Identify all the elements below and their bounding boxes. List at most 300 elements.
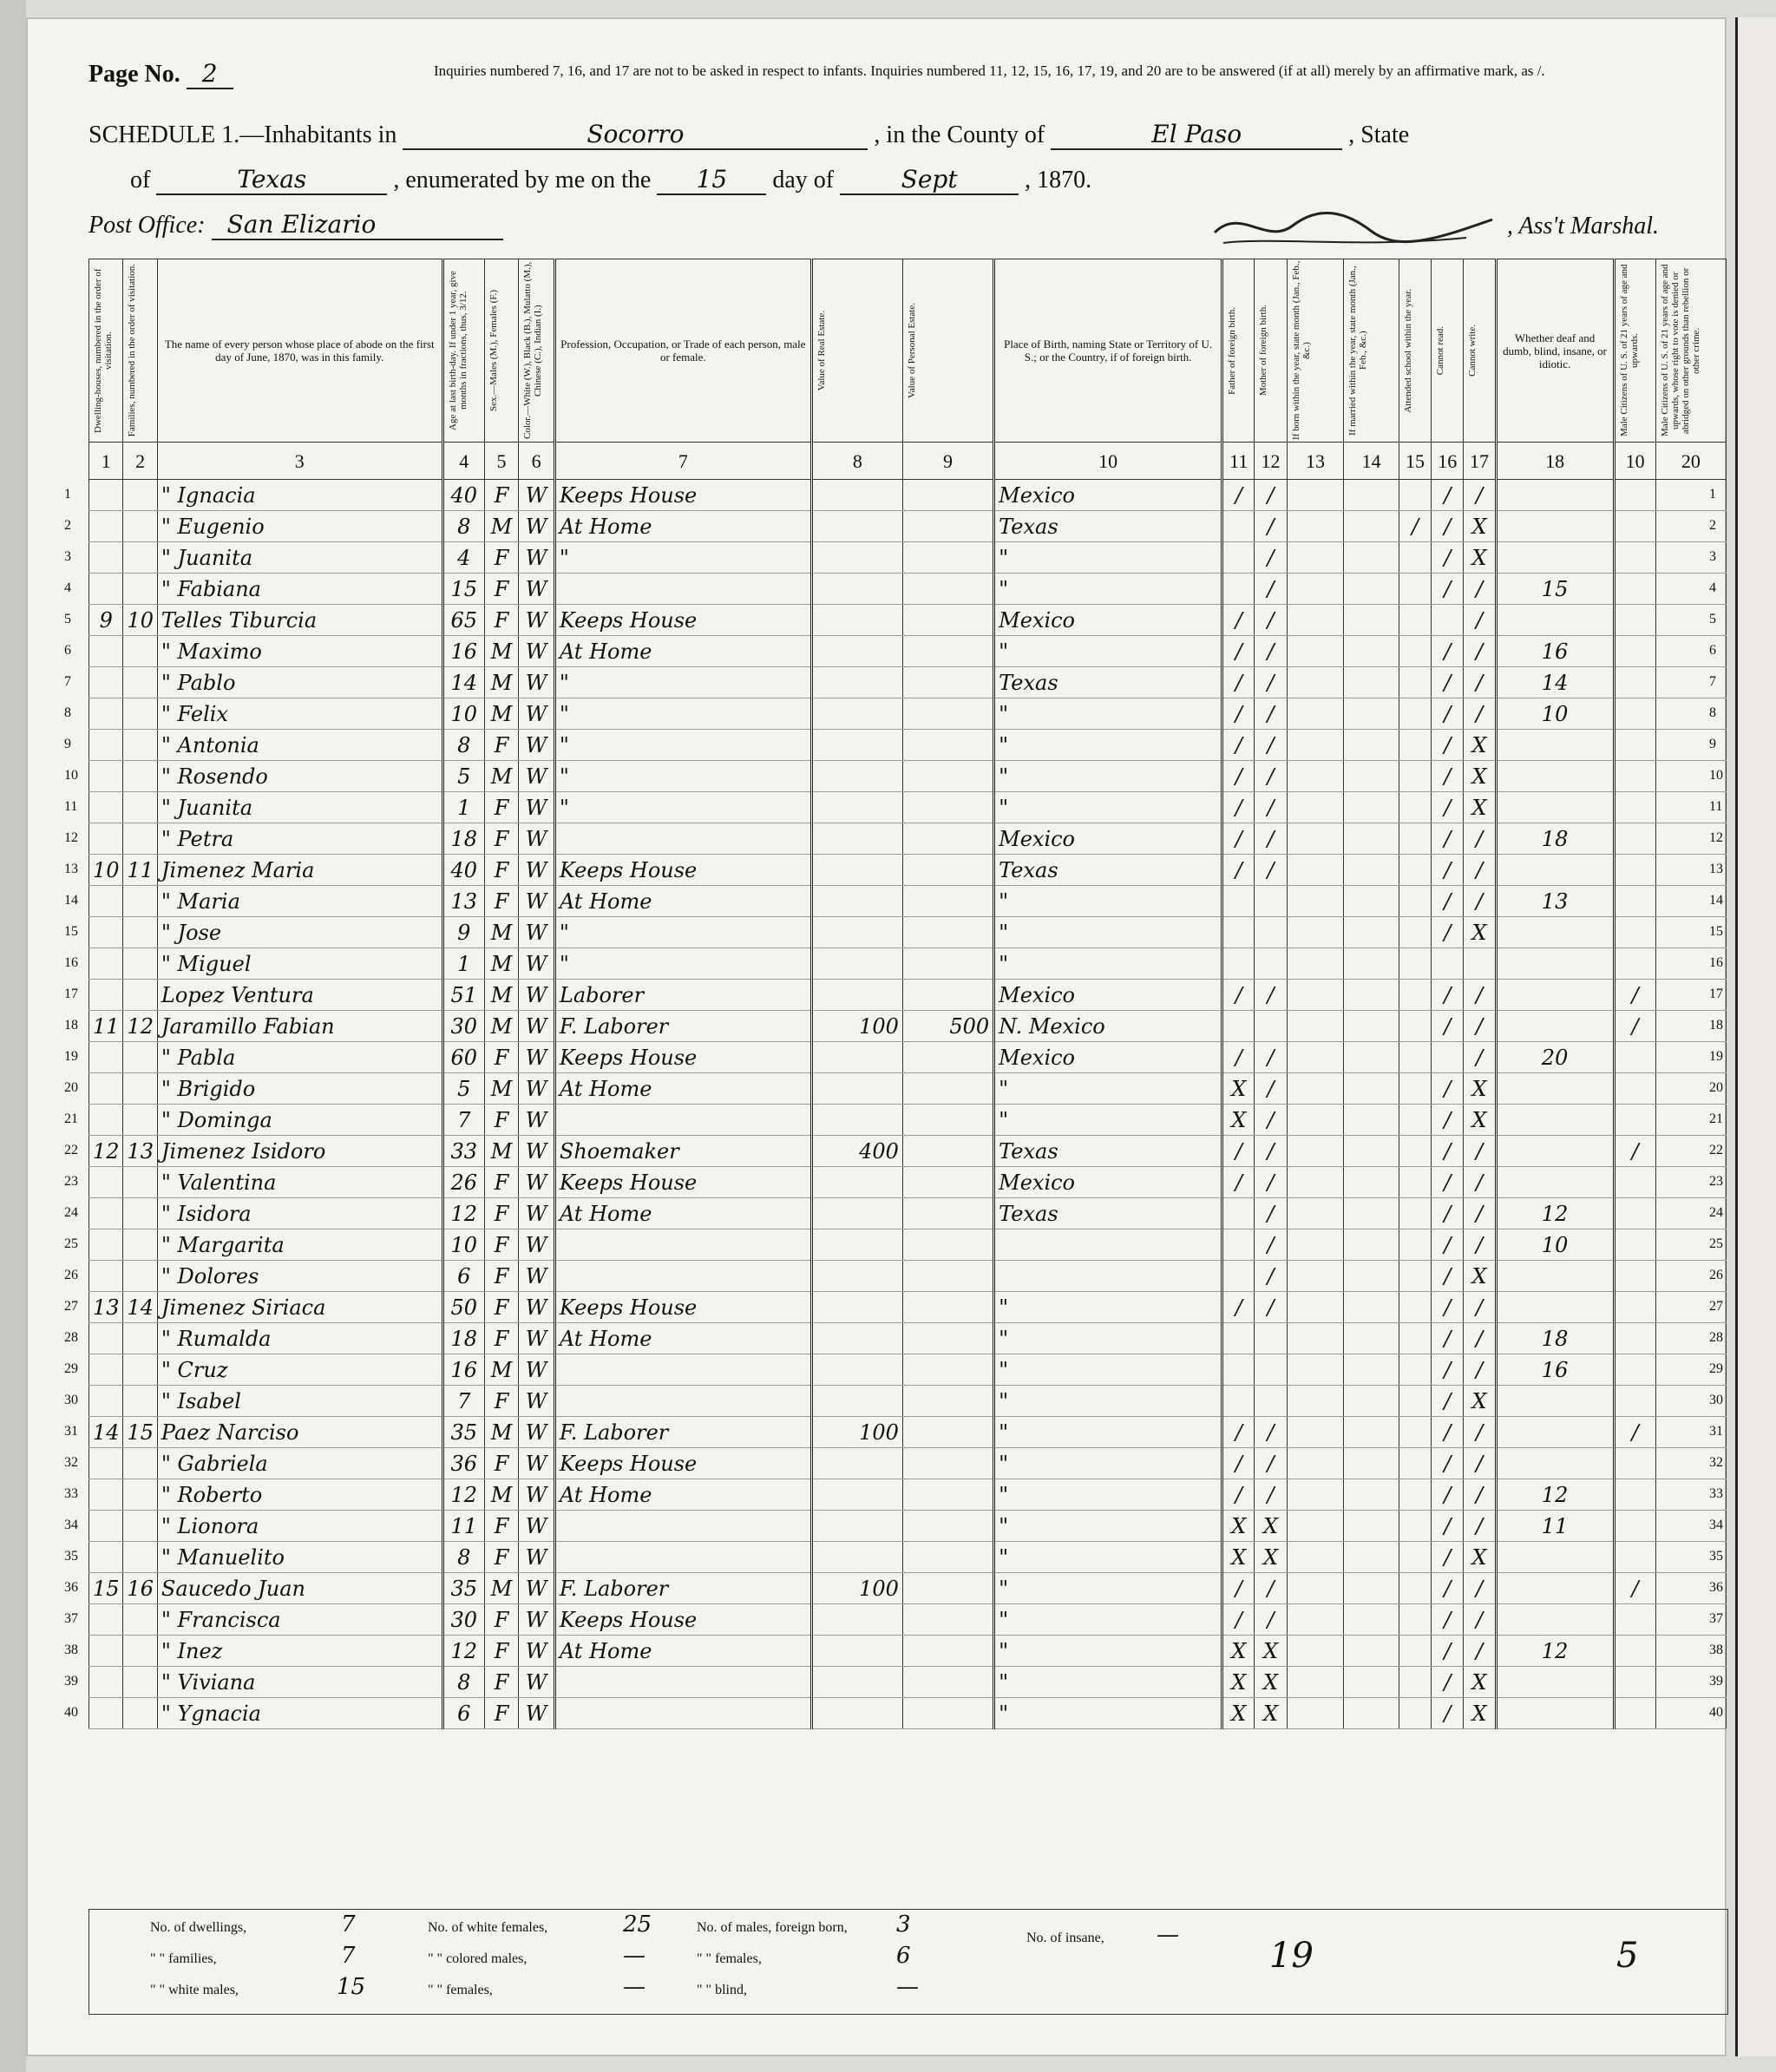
line-number: 23 — [64, 1173, 78, 1189]
cannot-read-cell: / — [1432, 1167, 1464, 1198]
disability-note-cell: 16 — [1496, 636, 1614, 667]
attended-school-cell — [1399, 1698, 1431, 1729]
enumeration-year: , 1870. — [1025, 167, 1092, 193]
sex-cell: F — [484, 1448, 518, 1479]
citizen-21-cell — [1614, 1073, 1655, 1105]
dwelling-number-cell — [89, 511, 123, 542]
personal-estate-value-cell: 500 — [902, 1011, 993, 1042]
father-foreign-cell: / — [1222, 636, 1255, 667]
family-number-cell — [123, 1229, 157, 1261]
col-10-header: Place of Birth, naming State or Territory of U. S.; or the Country, if of foreign birth. — [994, 259, 1222, 443]
mother-foreign-cell: X — [1255, 1667, 1287, 1698]
married-in-year-cell — [1344, 948, 1399, 980]
birthplace-cell: " — [994, 574, 1222, 605]
person-name-cell: " Isabel — [157, 1386, 442, 1417]
dwelling-number-cell — [89, 1105, 123, 1136]
born-in-year-cell — [1287, 792, 1344, 823]
attended-school-cell — [1399, 480, 1431, 511]
line-number: 11 — [1709, 798, 1723, 814]
line-number: 6 — [64, 642, 71, 658]
father-foreign-cell: / — [1222, 855, 1255, 886]
age-cell: 9 — [442, 917, 484, 948]
age-cell: 26 — [442, 1167, 484, 1198]
person-name-cell: " Jose — [157, 917, 442, 948]
father-foreign-cell: / — [1222, 1417, 1255, 1448]
personal-estate-value-cell — [902, 542, 993, 574]
attended-school-cell: / — [1399, 511, 1431, 542]
attended-school-cell — [1399, 1198, 1431, 1229]
citizen-21-cell — [1614, 480, 1655, 511]
occupation-cell: Keeps House — [554, 1604, 811, 1636]
col-1-header: Dwelling-houses, numbered in the order of visitation. — [89, 259, 123, 443]
disability-note-cell: 16 — [1496, 1354, 1614, 1386]
dwellings-label: No. of dwellings, — [150, 1920, 247, 1935]
age-cell: 65 — [442, 605, 484, 636]
line-number: 38 — [1709, 1642, 1723, 1657]
line-number: 21 — [64, 1111, 78, 1126]
citizen-21-cell — [1614, 605, 1655, 636]
age-cell: 35 — [442, 1417, 484, 1448]
real-estate-value-cell: 100 — [811, 1417, 902, 1448]
birthplace-cell: " — [994, 761, 1222, 792]
cannot-write-cell: / — [1464, 1604, 1496, 1636]
citizen-21-cell — [1614, 1105, 1655, 1136]
married-in-year-cell — [1344, 480, 1399, 511]
color-cell: W — [519, 1667, 555, 1698]
personal-estate-value-cell — [902, 698, 993, 730]
cannot-write-cell: / — [1464, 605, 1496, 636]
person-name-cell: " Brigido — [157, 1073, 442, 1105]
occupation-cell: Keeps House — [554, 855, 811, 886]
table-row — [89, 1292, 1727, 1323]
cannot-read-cell: / — [1432, 855, 1464, 886]
age-cell: 12 — [442, 1479, 484, 1511]
personal-estate-value-cell — [902, 917, 993, 948]
attended-school-cell — [1399, 1261, 1431, 1292]
father-foreign-cell: X — [1222, 1105, 1255, 1136]
col-number: 4 — [442, 443, 484, 480]
col-5-header: Sex.—Males (M.), Females (F.) — [484, 259, 518, 443]
cannot-read-cell: / — [1432, 761, 1464, 792]
table-row — [89, 1011, 1727, 1042]
dwelling-number-cell — [89, 1636, 123, 1667]
attended-school-cell — [1399, 730, 1431, 761]
table-row — [89, 1417, 1727, 1448]
cannot-read-cell: / — [1432, 1698, 1464, 1729]
sex-cell: M — [484, 1417, 518, 1448]
sex-cell: F — [484, 1261, 518, 1292]
birthplace-cell: " — [994, 1698, 1222, 1729]
dwelling-number-cell — [89, 1511, 123, 1542]
attended-school-cell — [1399, 1011, 1431, 1042]
line-number: 1 — [64, 486, 71, 502]
cannot-write-cell: X — [1464, 917, 1496, 948]
birthplace-cell: Mexico — [994, 605, 1222, 636]
white-males-label: " " white males, — [150, 1983, 239, 1997]
sex-cell: F — [484, 1229, 518, 1261]
line-number: 37 — [1709, 1610, 1723, 1626]
color-cell: W — [519, 1167, 555, 1198]
line-number: 28 — [64, 1329, 78, 1345]
real-estate-value-cell — [811, 542, 902, 574]
personal-estate-value-cell — [902, 823, 993, 855]
disability-note-cell — [1496, 1136, 1614, 1167]
disability-note-cell — [1496, 1698, 1614, 1729]
mother-foreign-cell: / — [1255, 574, 1287, 605]
disability-note-cell — [1496, 1261, 1614, 1292]
line-number: 27 — [1709, 1298, 1723, 1314]
married-in-year-cell — [1344, 1604, 1399, 1636]
father-foreign-cell: X — [1222, 1698, 1255, 1729]
birthplace-cell: Mexico — [994, 823, 1222, 855]
col-number: 14 — [1344, 443, 1399, 480]
color-cell: W — [519, 1479, 555, 1511]
disability-note-cell — [1496, 1105, 1614, 1136]
occupation-cell — [554, 1354, 811, 1386]
cannot-write-cell: / — [1464, 886, 1496, 917]
mother-foreign-cell: / — [1255, 698, 1287, 730]
line-number: 10 — [64, 767, 78, 783]
mother-foreign-cell — [1255, 1386, 1287, 1417]
col-number: 10 — [994, 443, 1222, 480]
citizen-21-cell — [1614, 1667, 1655, 1698]
line-number: 39 — [64, 1673, 78, 1688]
color-cell: W — [519, 574, 555, 605]
real-estate-value-cell — [811, 667, 902, 698]
table-row — [89, 698, 1727, 730]
birthplace-cell: " — [994, 1354, 1222, 1386]
line-number: 19 — [1709, 1048, 1723, 1064]
occupation-cell: " — [554, 761, 811, 792]
real-estate-value-cell — [811, 1542, 902, 1573]
table-row — [89, 980, 1727, 1011]
cannot-write-cell: / — [1464, 1042, 1496, 1073]
personal-estate-value-cell — [902, 761, 993, 792]
color-cell: W — [519, 1073, 555, 1105]
col-number: 11 — [1222, 443, 1255, 480]
cannot-read-cell: / — [1432, 574, 1464, 605]
color-cell: W — [519, 1542, 555, 1573]
col-number: 10 — [1614, 443, 1655, 480]
married-in-year-cell — [1344, 823, 1399, 855]
table-row — [89, 1354, 1727, 1386]
line-number: 7 — [1709, 673, 1716, 689]
disability-note-cell — [1496, 917, 1614, 948]
line-number: 24 — [64, 1204, 78, 1220]
mother-foreign-cell: / — [1255, 1042, 1287, 1073]
disability-note-cell — [1496, 855, 1614, 886]
col-13-header: If born within the year, state month (Jan., Feb., &c.) — [1287, 259, 1344, 443]
family-number-cell: 14 — [123, 1292, 157, 1323]
age-cell: 16 — [442, 636, 484, 667]
column-number-row — [89, 443, 1727, 480]
table-row — [89, 1323, 1727, 1354]
real-estate-value-cell: 100 — [811, 1573, 902, 1604]
age-cell: 8 — [442, 511, 484, 542]
dwelling-number-cell: 14 — [89, 1417, 123, 1448]
table-row — [89, 636, 1727, 667]
line-number: 25 — [64, 1236, 78, 1251]
col-16-header: Cannot read. — [1432, 259, 1464, 443]
table-row — [89, 1198, 1727, 1229]
table-row — [89, 1636, 1727, 1667]
born-in-year-cell — [1287, 667, 1344, 698]
line-number: 8 — [1709, 705, 1716, 720]
sex-cell: M — [484, 698, 518, 730]
personal-estate-value-cell — [902, 480, 993, 511]
born-in-year-cell — [1287, 1198, 1344, 1229]
dwelling-number-cell — [89, 1229, 123, 1261]
born-in-year-cell — [1287, 1073, 1344, 1105]
attended-school-cell — [1399, 1136, 1431, 1167]
birthplace-cell: " — [994, 917, 1222, 948]
personal-estate-value-cell — [902, 636, 993, 667]
color-cell: W — [519, 823, 555, 855]
occupation-cell: F. Laborer — [554, 1417, 811, 1448]
born-in-year-cell — [1287, 730, 1344, 761]
person-name-cell: " Antonia — [157, 730, 442, 761]
born-in-year-cell — [1287, 1667, 1344, 1698]
dwelling-number-cell — [89, 636, 123, 667]
cannot-write-cell: / — [1464, 1292, 1496, 1323]
table-row — [89, 511, 1727, 542]
table-row — [89, 1229, 1727, 1261]
disability-note-cell: 15 — [1496, 574, 1614, 605]
table-row — [89, 605, 1727, 636]
cannot-read-cell — [1432, 1042, 1464, 1073]
attended-school-cell — [1399, 1573, 1431, 1604]
personal-estate-value-cell — [902, 730, 993, 761]
married-in-year-cell — [1344, 605, 1399, 636]
cannot-read-cell: / — [1432, 1417, 1464, 1448]
cannot-read-cell: / — [1432, 980, 1464, 1011]
birthplace-cell: " — [994, 1417, 1222, 1448]
disability-note-cell — [1496, 1448, 1614, 1479]
born-in-year-cell — [1287, 1636, 1344, 1667]
cannot-read-cell: / — [1432, 1511, 1464, 1542]
real-estate-value-cell — [811, 1105, 902, 1136]
disability-note-cell — [1496, 980, 1614, 1011]
disability-note-cell — [1496, 1167, 1614, 1198]
dwelling-number-cell — [89, 574, 123, 605]
cannot-read-cell: / — [1432, 1105, 1464, 1136]
cannot-write-cell: / — [1464, 1417, 1496, 1448]
citizen-21-cell — [1614, 636, 1655, 667]
occupation-cell: Keeps House — [554, 480, 811, 511]
real-estate-value-cell — [811, 792, 902, 823]
cannot-write-cell: X — [1464, 1073, 1496, 1105]
table-row — [89, 1542, 1727, 1573]
citizen-21-cell — [1614, 792, 1655, 823]
person-name-cell: " Cruz — [157, 1354, 442, 1386]
table-row — [89, 1667, 1727, 1698]
line-number: 6 — [1709, 642, 1716, 658]
cannot-write-cell: / — [1464, 574, 1496, 605]
page-number-line — [88, 59, 233, 89]
color-cell: W — [519, 1386, 555, 1417]
line-number: 3 — [1709, 548, 1716, 564]
dwelling-number-cell — [89, 980, 123, 1011]
dwelling-number-cell — [89, 480, 123, 511]
line-number: 29 — [64, 1361, 78, 1376]
citizen-21-cell — [1614, 1698, 1655, 1729]
post-office-name: San Elizario — [212, 210, 503, 240]
families-count: 7 — [341, 1943, 356, 1969]
dwelling-number-cell — [89, 1073, 123, 1105]
disability-note-cell: 12 — [1496, 1198, 1614, 1229]
father-foreign-cell: / — [1222, 1167, 1255, 1198]
cannot-read-cell: / — [1432, 667, 1464, 698]
disability-note-cell: 12 — [1496, 1479, 1614, 1511]
born-in-year-cell — [1287, 1261, 1344, 1292]
citizen-21-cell: / — [1614, 1136, 1655, 1167]
dwelling-number-cell: 12 — [89, 1136, 123, 1167]
father-foreign-cell — [1222, 542, 1255, 574]
real-estate-value-cell — [811, 1511, 902, 1542]
disability-note-cell — [1496, 1667, 1614, 1698]
dwelling-number-cell — [89, 792, 123, 823]
color-cell: W — [519, 1042, 555, 1073]
cannot-read-cell: / — [1432, 1604, 1464, 1636]
color-cell: W — [519, 730, 555, 761]
person-name-cell: " Lionora — [157, 1511, 442, 1542]
sex-cell: M — [484, 1479, 518, 1511]
family-number-cell — [123, 1479, 157, 1511]
born-in-year-cell — [1287, 855, 1344, 886]
birthplace-cell: " — [994, 1542, 1222, 1573]
married-in-year-cell — [1344, 511, 1399, 542]
born-in-year-cell — [1287, 1542, 1344, 1573]
person-name-cell: " Felix — [157, 698, 442, 730]
table-row — [89, 730, 1727, 761]
line-number: 20 — [1709, 1079, 1723, 1095]
birthplace-cell — [994, 1261, 1222, 1292]
person-name-cell: " Rosendo — [157, 761, 442, 792]
person-name-cell: " Margarita — [157, 1229, 442, 1261]
father-foreign-cell: X — [1222, 1073, 1255, 1105]
disability-note-cell — [1496, 792, 1614, 823]
col-17-header: Cannot write. — [1464, 259, 1496, 443]
born-in-year-cell — [1287, 823, 1344, 855]
disability-note-cell: 18 — [1496, 823, 1614, 855]
age-cell: 51 — [442, 980, 484, 1011]
table-row — [89, 1073, 1727, 1105]
line-number: 18 — [64, 1017, 78, 1033]
birthplace-cell: " — [994, 636, 1222, 667]
cannot-write-cell: X — [1464, 542, 1496, 574]
occupation-cell: Shoemaker — [554, 1136, 811, 1167]
attended-school-cell — [1399, 1636, 1431, 1667]
born-in-year-cell — [1287, 948, 1344, 980]
person-name-cell: Saucedo Juan — [157, 1573, 442, 1604]
birthplace-cell: " — [994, 1448, 1222, 1479]
disability-note-cell: 10 — [1496, 698, 1614, 730]
real-estate-value-cell — [811, 1604, 902, 1636]
dwelling-number-cell — [89, 823, 123, 855]
attended-school-cell — [1399, 1604, 1431, 1636]
birthplace-cell: " — [994, 1573, 1222, 1604]
family-number-cell — [123, 1323, 157, 1354]
citizens-total: 5 — [1616, 1936, 1639, 1976]
disability-note-cell — [1496, 1292, 1614, 1323]
born-in-year-cell — [1287, 1511, 1344, 1542]
family-number-cell — [123, 1105, 157, 1136]
mother-foreign-cell: / — [1255, 1105, 1287, 1136]
family-number-cell — [123, 823, 157, 855]
attended-school-cell — [1399, 1542, 1431, 1573]
personal-estate-value-cell — [902, 1229, 993, 1261]
cannot-write-cell: X — [1464, 1698, 1496, 1729]
insane-label: No. of insane, — [1026, 1931, 1104, 1945]
color-cell: W — [519, 511, 555, 542]
line-number: 4 — [64, 580, 71, 595]
citizen-21-cell — [1614, 1229, 1655, 1261]
occupation-cell — [554, 1261, 811, 1292]
table-row — [89, 1479, 1727, 1511]
born-in-year-cell — [1287, 1417, 1344, 1448]
cannot-write-cell: / — [1464, 1479, 1496, 1511]
table-row — [89, 792, 1727, 823]
married-in-year-cell — [1344, 1261, 1399, 1292]
sex-cell: F — [484, 1105, 518, 1136]
dwelling-number-cell — [89, 542, 123, 574]
age-cell: 6 — [442, 1261, 484, 1292]
married-in-year-cell — [1344, 698, 1399, 730]
born-in-year-cell — [1287, 574, 1344, 605]
real-estate-value-cell — [811, 1354, 902, 1386]
real-estate-value-cell — [811, 917, 902, 948]
table-row — [89, 1386, 1727, 1417]
col-number: 15 — [1399, 443, 1431, 480]
col-number: 7 — [554, 443, 811, 480]
personal-estate-value-cell — [902, 574, 993, 605]
personal-estate-value-cell — [902, 1604, 993, 1636]
family-number-cell — [123, 636, 157, 667]
occupation-cell — [554, 1105, 811, 1136]
person-name-cell: " Viviana — [157, 1667, 442, 1698]
cannot-read-cell: / — [1432, 511, 1464, 542]
line-number: 31 — [1709, 1423, 1723, 1439]
mother-foreign-cell — [1255, 948, 1287, 980]
disability-note-cell — [1496, 1011, 1614, 1042]
color-cell: W — [519, 1354, 555, 1386]
real-estate-value-cell — [811, 574, 902, 605]
birthplace-cell: " — [994, 698, 1222, 730]
sex-cell: F — [484, 605, 518, 636]
person-name-cell: Lopez Ventura — [157, 980, 442, 1011]
family-number-cell — [123, 1261, 157, 1292]
family-number-cell — [123, 761, 157, 792]
real-estate-value-cell — [811, 636, 902, 667]
line-number: 15 — [1709, 923, 1723, 939]
white-females-count: 25 — [623, 1911, 652, 1938]
father-foreign-cell: / — [1222, 823, 1255, 855]
born-in-year-cell — [1287, 1229, 1344, 1261]
real-estate-value-cell — [811, 1386, 902, 1417]
dwelling-number-cell — [89, 1542, 123, 1573]
occupation-cell: At Home — [554, 511, 811, 542]
colored-females-count: — — [623, 1974, 646, 2000]
dwelling-number-cell — [89, 917, 123, 948]
line-number: 30 — [64, 1392, 78, 1407]
dwelling-number-cell: 10 — [89, 855, 123, 886]
line-number: 39 — [1709, 1673, 1723, 1688]
color-cell: W — [519, 1573, 555, 1604]
occupation-cell: At Home — [554, 636, 811, 667]
table-row — [89, 1604, 1727, 1636]
mother-foreign-cell: / — [1255, 1261, 1287, 1292]
line-number: 35 — [1709, 1548, 1723, 1564]
